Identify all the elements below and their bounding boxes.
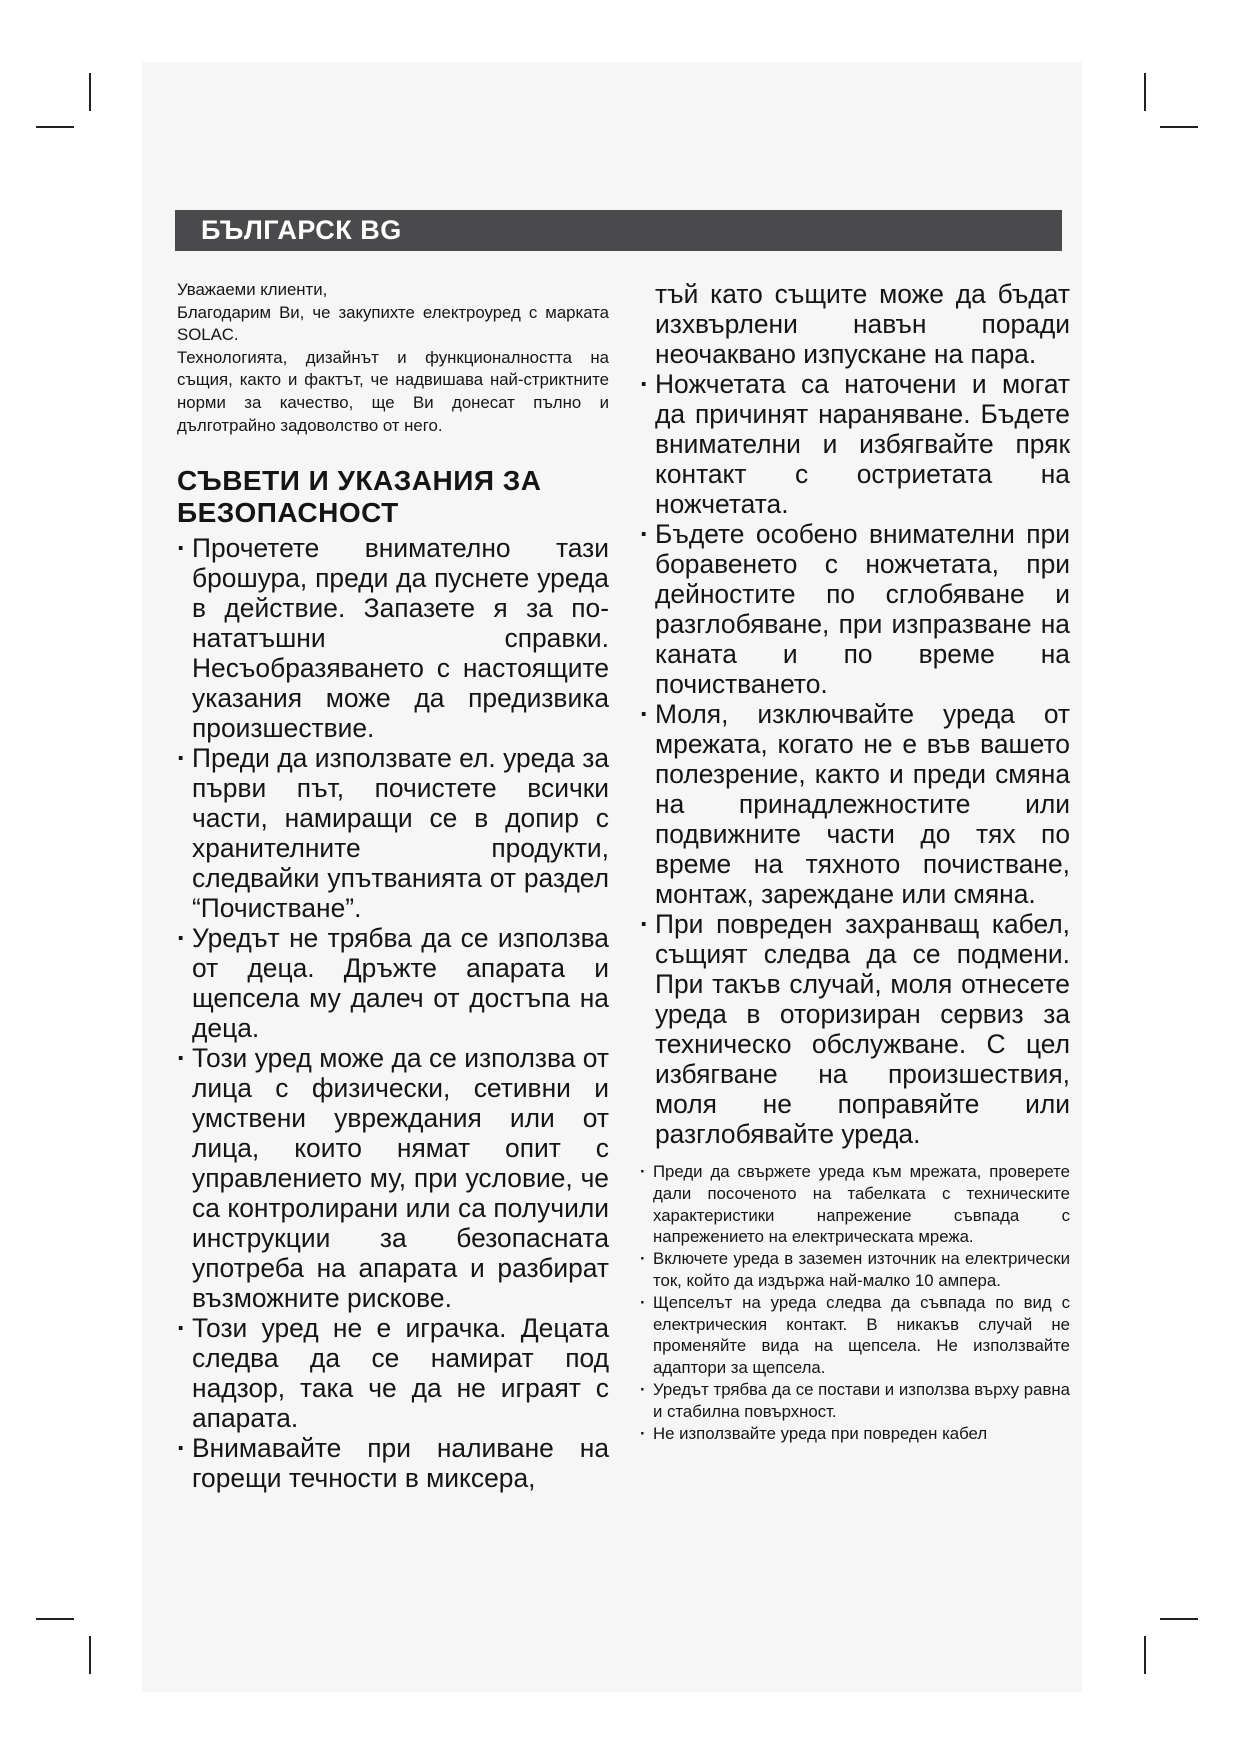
bullet: · bbox=[177, 923, 186, 954]
intro-text bbox=[177, 279, 609, 437]
crop-mark-top-left-h bbox=[36, 126, 74, 128]
bullet: · bbox=[640, 369, 649, 399]
bullet: · bbox=[640, 699, 649, 729]
bullet: · bbox=[640, 1292, 646, 1312]
safety-list-right bbox=[640, 369, 1070, 1149]
list-item bbox=[177, 533, 609, 743]
bullet: · bbox=[177, 533, 186, 564]
list-item bbox=[640, 1379, 1070, 1423]
list-item-text: Преди да свържете уреда към мрежата, проверете дали посоченото на табелката с техническите характеристики напрежение съвпада с напрежението на електрическата мрежа. bbox=[653, 1162, 1070, 1247]
right-column bbox=[640, 279, 1070, 1444]
list-item-text: Прочетете внимателно тази брошура, преди да пуснете уреда в действие. Запазете я за по-нататъшни справки. Несъобразяването с настоящите указания може да предизвика произшествие. bbox=[192, 533, 609, 744]
intro-greeting: Уважаеми клиенти, bbox=[177, 280, 328, 299]
list-item bbox=[177, 1433, 609, 1493]
list-item bbox=[640, 369, 1070, 519]
bullet: · bbox=[177, 1043, 186, 1074]
language-header: БЪЛГАРСК BG bbox=[175, 210, 1062, 251]
list-item-text: Преди да използвате ел. уреда за първи път, почистете всички части, намиращи се в допир с хранителните продукти, следвайки упътванията от раздел “Почистване”. bbox=[192, 743, 609, 924]
safety-list-left bbox=[177, 533, 609, 1493]
bullet: · bbox=[640, 909, 649, 939]
bullet: · bbox=[177, 743, 186, 774]
crop-mark-top-right-v bbox=[1144, 73, 1146, 111]
list-item bbox=[640, 1423, 1070, 1445]
list-item-text: При повреден захранващ кабел, същият следва да се подмени. При такъв случай, моля отнесете уреда в оторизиран сервиз за техническо обслужване. С цел избягване на произшествия, моля не поправяйте или разглобявайте уреда. bbox=[655, 909, 1070, 1149]
crop-mark-bottom-left-v bbox=[89, 1636, 91, 1674]
list-item-text: Уредът трябва да се постави и използва върху равна и стабилна повърхност. bbox=[653, 1379, 1070, 1421]
list-item bbox=[640, 519, 1070, 699]
list-item bbox=[640, 1161, 1070, 1248]
list-item-text: Този уред може да се използва от лица с физически, сетивни и умствени увреждания или от лица, които нямат опит с управлението му, при условие, че са контролирани или са получили инструкции за безопасната употреба на апарата и разбират възможните рискове. bbox=[192, 1043, 609, 1314]
list-item-text: Бъдете особено внимателни при боравенето с ножчетата, при дейностите по сглобяване и разглобяване, при изпразване на каната и по време на почистването. bbox=[655, 519, 1070, 699]
bullet: · bbox=[640, 1249, 646, 1269]
safety-list-right-small bbox=[640, 1161, 1070, 1444]
bullet: · bbox=[640, 1162, 646, 1181]
list-item-text: Уредът не трябва да се използва от деца. Дръжте апарата и щепсела му далеч от достъпа на деца. bbox=[192, 923, 609, 1044]
list-item-text: Този уред не е играчка. Децата следва да се намират под надзор, така че да не играят с апарата. bbox=[192, 1313, 609, 1434]
list-item bbox=[177, 743, 609, 923]
crop-mark-bottom-left-h bbox=[36, 1618, 74, 1620]
list-item bbox=[640, 909, 1070, 1149]
list-item-text: Моля, изключвайте уреда от мрежата, когато не е във вашето полезрение, както и преди смяна на принадлежностите или подвижните части до тях по време на тяхното почистване, монтаж, зареждане или смяна. bbox=[655, 699, 1070, 909]
intro-body: Технологията, дизайнът и функционалността на същия, както и фактът, че надвишава най-стриктните норми за качество, ще Ви донесат пълно и дълготрайно задоволство от него. bbox=[177, 347, 609, 435]
continued-text: тъй като същите може да бъдат изхвърлени навън поради неочаквано изпускане на пара. bbox=[655, 279, 1070, 369]
list-item bbox=[640, 699, 1070, 909]
left-column bbox=[177, 279, 609, 1493]
crop-mark-top-left-v bbox=[89, 73, 91, 111]
list-item bbox=[640, 1248, 1070, 1292]
list-item-text: Щепселът на уреда следва да съвпада по вид с електрическия контакт. В никакъв случай не променяйте вида на щепсела. Не използвайте адаптори за щепсела. bbox=[653, 1292, 1070, 1378]
bullet: · bbox=[177, 1313, 186, 1344]
crop-mark-top-right-h bbox=[1160, 126, 1198, 128]
list-item-text: Ножчетата са наточени и могат да причинят нараняване. Бъдете внимателни и избягвайте пряк контакт с остриетата на ножчетата. bbox=[655, 369, 1070, 519]
list-item-text: Внимавайте при наливане на горещи течности в миксера, bbox=[192, 1433, 609, 1494]
crop-mark-bottom-right-v bbox=[1144, 1636, 1146, 1674]
bullet: · bbox=[640, 1423, 646, 1443]
list-item bbox=[177, 1043, 609, 1313]
list-item bbox=[177, 1313, 609, 1433]
list-item-text: Не използвайте уреда при повреден кабел bbox=[653, 1423, 988, 1443]
section-title: СЪВЕТИ И УКАЗАНИЯ ЗА БЕЗОПАСНОСТ bbox=[177, 465, 542, 529]
bullet: · bbox=[177, 1433, 186, 1464]
bullet: · bbox=[640, 519, 649, 549]
crop-mark-bottom-right-h bbox=[1160, 1618, 1198, 1620]
list-item bbox=[177, 923, 609, 1043]
list-item bbox=[640, 1292, 1070, 1379]
bullet: · bbox=[640, 1379, 646, 1399]
list-item-text: Включете уреда в заземен източник на електрически ток, който да издържа най-малко 10 ампера. bbox=[653, 1249, 1070, 1290]
intro-thanks: Благодарим Ви, че закупихте електроуред с марката SOLAC. bbox=[177, 302, 609, 345]
